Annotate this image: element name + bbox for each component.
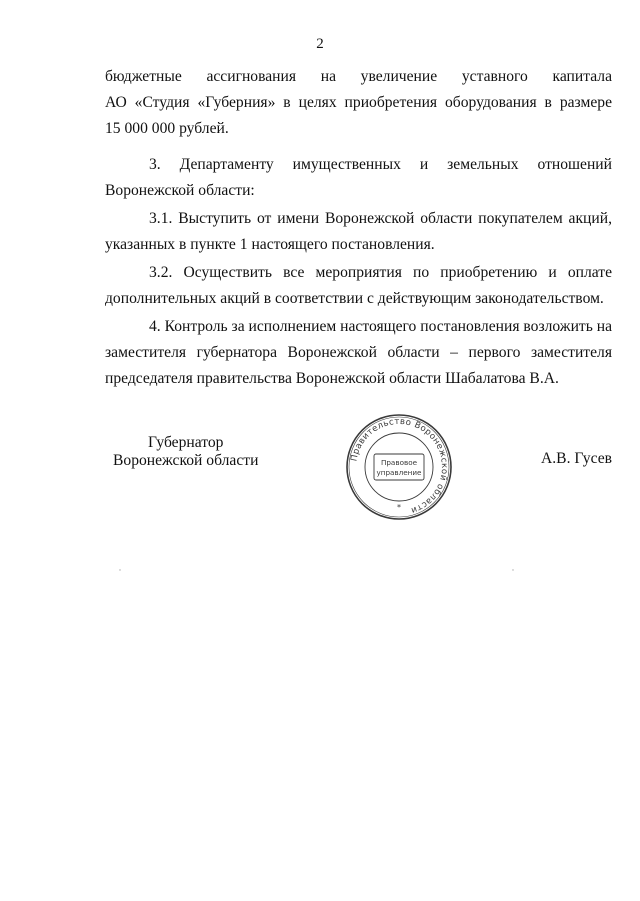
signatory-title-line-1: Губернатор bbox=[147, 434, 224, 451]
document-body bbox=[105, 64, 612, 392]
paragraph-5: 4. Контроль за исполнением настоящего постановления возложить на заместителя губернатора Воронежской области – первого заместителя председателя правительства Воронежской области Шабалатова В.А. bbox=[105, 318, 613, 387]
signatory-title-line-2: Воронежской области bbox=[113, 452, 259, 469]
scan-artifact-dots bbox=[118, 567, 518, 573]
paragraph-1-line-1: бюджетные ассигнования на увеличение уставного капитала bbox=[105, 68, 612, 85]
signatory-title bbox=[113, 434, 258, 470]
signatory-name: А.В. Гусев bbox=[541, 450, 612, 467]
stamp-inner-line-2: управление bbox=[376, 468, 422, 477]
paragraph-2-line-2: Воронежской области: bbox=[105, 182, 255, 199]
stamp-inner-line-1: Правовое bbox=[380, 458, 418, 467]
paragraph-3: 3.1. Выступить от имени Воронежской области покупателем акций, указанных в пункте 1 настоящего постановления. bbox=[105, 210, 612, 253]
page-number: 2 bbox=[316, 36, 324, 52]
stamp-star: * bbox=[397, 503, 401, 512]
paragraph-1-line-3: 15 000 000 рублей. bbox=[105, 120, 229, 137]
official-stamp bbox=[344, 412, 454, 522]
paragraph-1-line-2: АО «Студия «Губерния» в целях приобретения оборудования в размере bbox=[105, 94, 612, 111]
signature-block bbox=[105, 416, 612, 516]
paragraph-4: 3.2. Осуществить все мероприятия по приобретению и оплате дополнительных акций в соответствии с действующим законодательством. bbox=[105, 264, 612, 307]
stamp-outer-text: Правительство Воронежской области bbox=[349, 416, 450, 516]
paragraph-2-line-1: 3. Департаменту имущественных и земельных отношений bbox=[149, 156, 612, 173]
